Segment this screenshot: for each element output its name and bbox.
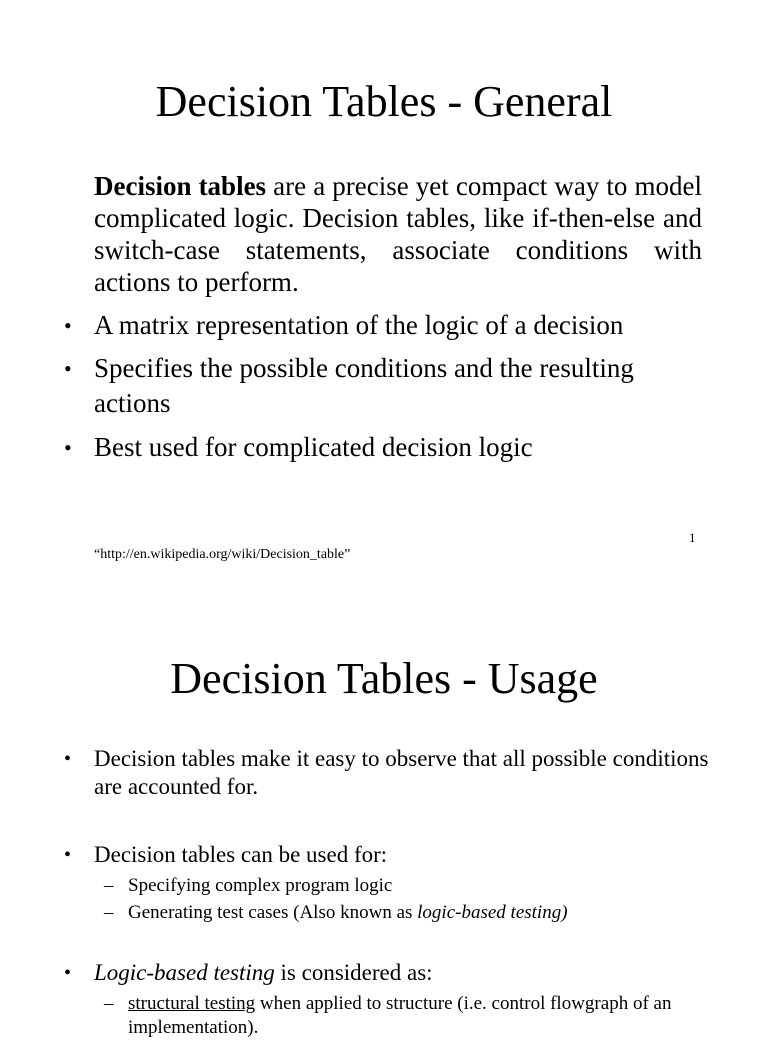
sub-bullet-item (104, 901, 724, 925)
intro-paragraph (94, 170, 702, 298)
dash-marker: – (104, 993, 114, 1014)
bullet-text: Best used for complicated decision logic (94, 432, 533, 462)
bullet-text: Decision tables make it easy to observe that all possible conditions are accounted for. (94, 746, 709, 799)
bullet-item (62, 351, 702, 421)
bullet-marker: • (64, 356, 72, 381)
intro-text: are a precise yet compact way to model complicated logic. Decision tables, like if-then-else and switch-case statements, associate conditions with actions to perform. (94, 171, 702, 297)
sub-bullet-italic: logic-based testing) (417, 902, 568, 923)
bullet-item (62, 745, 712, 801)
bullet-text: A matrix representation of the logic of a decision (94, 310, 624, 340)
bullet-item (62, 959, 712, 987)
sub-bullet-underlined: structural testing (128, 993, 256, 1014)
bullet-item (62, 430, 702, 465)
bullet-text: Decision tables can be used for: (94, 842, 388, 867)
sub-bullet-text: when applied to structure (i.e. control flowgraph of an implementation). (128, 993, 672, 1038)
bullet-item (62, 841, 712, 869)
source-citation: “http://en.wikipedia.org/wiki/Decision_table” (94, 547, 351, 562)
intro-bold-term: Decision tables (94, 171, 267, 201)
bullet-marker: • (64, 313, 72, 338)
sub-bullet-item (104, 874, 724, 898)
bullet-text: Specifies the possible conditions and the resulting actions (94, 353, 634, 418)
bullet-marker: • (64, 844, 72, 866)
dash-marker: – (104, 902, 114, 923)
bullet-text: is considered as: (274, 960, 433, 985)
slide-title-general: Decision Tables - General (155, 77, 613, 126)
bullet-italic-term: Logic-based testing (94, 960, 275, 985)
bullet-marker: • (64, 748, 72, 770)
sub-bullet-item (104, 992, 724, 1040)
bullet-marker: • (64, 435, 72, 460)
sub-bullet-text: Generating test cases (Also known as (128, 902, 418, 923)
dash-marker: – (104, 875, 114, 896)
bullet-item (62, 308, 702, 343)
bullet-marker: • (64, 962, 72, 984)
slide-title-usage: Decision Tables - Usage (170, 654, 598, 703)
page-number: 1 (689, 530, 696, 545)
sub-bullet-text: Specifying complex program logic (128, 875, 393, 896)
